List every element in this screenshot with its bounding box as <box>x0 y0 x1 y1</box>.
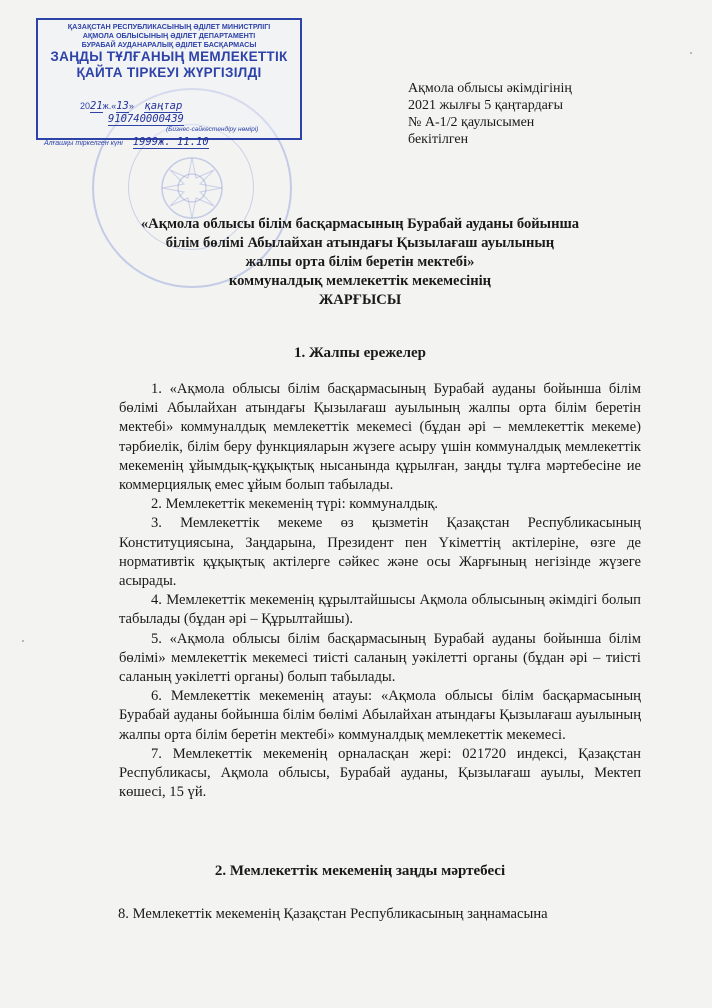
title-line-2: білім бөлімі Абылайхан атындағы Қызылағаш ауылының <box>165 235 555 251</box>
stamp-bin-row <box>108 113 184 126</box>
paragraph-1: 1. «Ақмола облысы білім басқармасының Бурабай ауданы бойынша білім бөлімі Абылайхан атындағы Қызылағаш ауылының жалпы орта білім беретін мектебі» коммуналдық мемлекеттік мекемесі (бұдан әрі – мемлекеттік мекеме) тәрбиелік, білім беру функцияларын жүзеге асыру үшін коммуналдық мемлекеттік мекеменің ұйымдық-құқықтық нысанында құрылған, заңды тұлға мәртебесіне ие коммерциялық емес ұйым болып табылады. <box>119 381 641 494</box>
stamp-year-prefix: 20 <box>80 101 91 111</box>
approval-block <box>408 80 668 148</box>
approval-line-4: бекітілген <box>408 132 469 147</box>
registration-stamp <box>36 18 302 148</box>
title-line-3: жалпы орта білім беретін мектебі» <box>245 254 475 270</box>
stamp-bin-label: (Бизнес-сәйкестендіру нөмірі) <box>166 126 259 133</box>
paragraph-7: 7. Мемлекеттік мекеменің орналасқан жері: 021720 индексі, Қазақстан Республикасы, Ақмола облысы, Бурабай ауданы, Қызылағаш ауылы, Мектеп көшесі, 15 үй. <box>119 745 641 801</box>
paragraph-4: 4. Мемлекеттік мекеменің құрылтайшысы Ақмола облысының әкімдігі болып табылады (бұдан әрі – Құрылтайшы). <box>119 592 641 628</box>
approval-line-2: 2021 жылғы 5 қаңтардағы <box>408 98 564 113</box>
stamp-heading-2: ҚАЙТА ТІРКЕУІ ЖҮРГІЗІЛДІ <box>76 65 262 80</box>
title-line-5: ЖАРҒЫСЫ <box>318 292 402 308</box>
stamp-year-suffix: ж.« <box>102 101 117 111</box>
stamp-ministry: ҚАЗАҚСТАН РЕСПУБЛИКАСЫНЫҢ ӘДІЛЕТ МИНИСТРЛІГІ <box>67 22 271 31</box>
stamp-date-row <box>80 100 182 113</box>
scan-speck <box>22 640 24 642</box>
stamp-year: 21 <box>90 100 103 112</box>
stamp-day: 13 <box>116 100 129 112</box>
section-2-heading: 2. Мемлекеттік мекеменің заңды мәртебесі <box>214 863 506 879</box>
approval-line-1: Ақмола облысы әкімдігінің <box>408 81 572 96</box>
scan-speck <box>690 52 692 54</box>
section-1-body <box>119 380 641 802</box>
paragraph-6: 6. Мемлекеттік мекеменің атауы: «Ақмола облысы білім басқармасының Бурабай ауданы бойынша білім бөлімі Абылайхан атындағы Қызылағаш ауылының жалпы орта білім беретін мектебі» коммуналдық мемлекеттік мекемесі. <box>119 688 641 743</box>
stamp-office: БУРАБАЙ АУДАНАРАЛЫҚ ӘДІЛЕТ БАСҚАРМАСЫ <box>81 40 257 49</box>
document-title <box>60 215 660 310</box>
stamp-department: АҚМОЛА ОБЛЫСЫНЫҢ ӘДІЛЕТ ДЕПАРТАМЕНТІ <box>82 31 256 40</box>
section-1-heading: 1. Жалпы ережелер <box>293 345 427 361</box>
paragraph-3: 3. Мемлекеттік мекеме өз қызметін Қазақстан Республикасының Конституциясына, Заңдарына, Президент пен Үкіметтің актілеріне, өзге де нормативтік құқықтық актілерге сәйкес және осы Жарғының негізінде жүзеге асырады. <box>119 515 641 590</box>
paragraph-2: 2. Мемлекеттік мекеменің түрі: коммуналдық. <box>151 496 439 513</box>
title-line-1: «Ақмола облысы білім басқармасының Бурабай ауданы бойынша <box>140 216 580 232</box>
stamp-heading-1: ЗАҢДЫ ТҰЛҒАНЫҢ МЕМЛЕКЕТТІК <box>50 49 288 64</box>
approval-line-3: № А-1/2 қаулысымен <box>408 115 535 130</box>
paragraph-8: 8. Мемлекеттік мекеменің Қазақстан Республикасының заңнамасына <box>118 906 548 922</box>
stamp-first-reg-date: 1999ж. 11.10 <box>132 136 209 148</box>
stamp-bin-number: 910740000439 <box>108 113 184 125</box>
paragraph-5: 5. «Ақмола облысы білім басқармасының Бурабай ауданы бойынша білім бөлімі» мемлекеттік мекемесі тиісті саланың уәкілетті органы (бұдан әрі – тиісті саланың уәкілетті органы) болып табылады. <box>119 630 641 686</box>
stamp-first-reg-label: Алғашқы тіркелген күні <box>44 140 123 147</box>
stamp-day-suffix: » <box>128 101 134 111</box>
stamp-month: қаңтар <box>144 100 183 112</box>
stamp-first-reg-row <box>44 136 209 149</box>
title-line-4: коммуналдық мемлекеттік мекемесінің <box>228 273 492 289</box>
